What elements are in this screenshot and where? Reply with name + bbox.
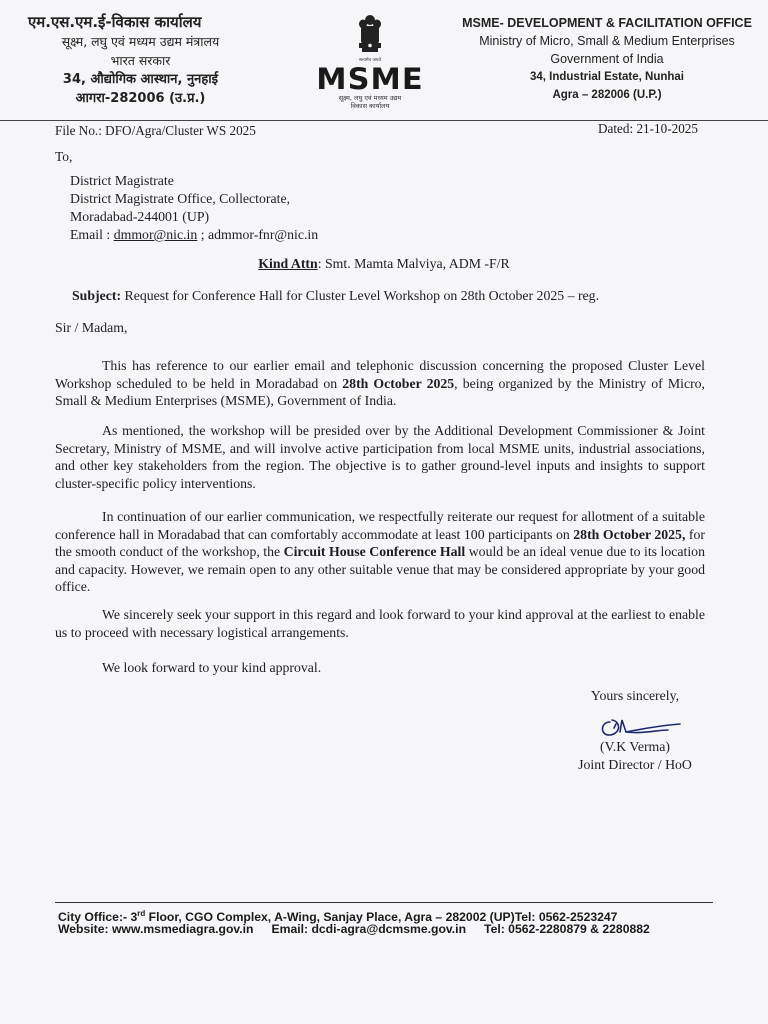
national-emblem-icon bbox=[353, 12, 387, 64]
msme-logo bbox=[310, 12, 430, 110]
recipient-office: District Magistrate Office, Collectorate, bbox=[70, 191, 291, 206]
office-city: Agra – 282006 (U.P.) bbox=[552, 89, 662, 101]
p3-text-e: would be an ideal venue due to its location and capacity. However, we remain open to any other suitable venue that may be considered appropriate by your good office. bbox=[55, 544, 705, 594]
signatory-name: (V.K Verma) bbox=[600, 739, 670, 754]
emblem-motto: सत्यमेव जयते bbox=[358, 58, 382, 63]
footer-office-b: Floor, CGO Complex, A-Wing, Sanjay Place, Agra – 282002 (UP)Tel: 0562-2523247 bbox=[145, 910, 618, 925]
email-label: Email : bbox=[70, 227, 114, 242]
recipient-email-line bbox=[70, 226, 318, 244]
body-paragraph-1 bbox=[55, 357, 705, 410]
footer-office-a: City Office:- 3 bbox=[58, 910, 138, 925]
file-number: File No.: DFO/Agra/Cluster WS 2025 bbox=[55, 123, 256, 138]
office-address: 34, Industrial Estate, Nunhai bbox=[529, 71, 684, 83]
attn-label: Kind Attn bbox=[258, 256, 318, 271]
letter-date: Dated: 21-10-2025 bbox=[598, 121, 698, 136]
body-paragraph-5: We look forward to your kind approval. bbox=[102, 660, 322, 675]
letterhead-english bbox=[462, 14, 752, 104]
attn-text: : Smt. Mamta Malviya, ADM -F/R bbox=[317, 256, 510, 271]
subject-line bbox=[72, 288, 599, 304]
letterhead-hindi bbox=[28, 12, 253, 108]
hindi-address: 34, औद्योगिक आस्थान, नुनहाई bbox=[62, 72, 219, 87]
p3-text-a: In continuation of our earlier communication, we respectfully reiterate our request for allotment of a suitable conference hall in Moradabad that can comfortably accommodate at least 100 participants on bbox=[55, 509, 705, 542]
hindi-ministry: सूक्ष्म, लघु एवं मध्यम उद्यम मंत्रालय bbox=[61, 34, 220, 49]
p1-text-c: , being organized by the Ministry of Micro, Small & Medium Enterprises (MSME), Government of India. bbox=[55, 375, 706, 408]
email-link-secondary[interactable]: admmor-fnr@nic.in bbox=[208, 227, 319, 242]
body-paragraph-3 bbox=[55, 508, 705, 596]
hindi-city: आगरा-282006 (उ.प्र.) bbox=[75, 91, 206, 106]
office-name: MSME- DEVELOPMENT & FACILITATION OFFICE bbox=[462, 16, 752, 30]
logo-subtitle-1: सूक्ष्म, लघु एवं मध्यम उद्यम bbox=[338, 94, 402, 102]
signatory-designation: Joint Director / HoO bbox=[578, 757, 692, 772]
logo-subtitle-2: विकास कार्यालय bbox=[350, 102, 390, 110]
p3-date-bold: 28th October 2025, bbox=[573, 526, 686, 542]
footer-office-sup: rd bbox=[137, 909, 146, 918]
footer-contacts bbox=[58, 921, 738, 937]
kind-attention bbox=[0, 256, 768, 272]
footer-website[interactable]: Website: www.msmediagra.gov.in bbox=[58, 922, 254, 936]
p3-venue-bold: Circuit House Conference Hall bbox=[283, 544, 466, 559]
p3-text-c: for the smooth conduct of the workshop, the bbox=[55, 526, 705, 559]
email-separator: ; bbox=[197, 227, 209, 242]
p1-text-a: This has reference to our earlier email and telephonic discussion concerning the proposed Cluster Level Workshop scheduled to be held in Moradabad on bbox=[55, 358, 705, 391]
handwritten-signature-icon bbox=[596, 708, 686, 740]
p1-date-bold: 28th October 2025 bbox=[342, 375, 455, 391]
hindi-government: भारत सरकार bbox=[110, 53, 171, 68]
subject-text: Request for Conference Hall for Cluster Level Workshop on 28th October 2025 – reg. bbox=[121, 288, 600, 303]
body-paragraph-2: As mentioned, the workshop will be presided over by the Additional Development Commissioner & Joint Secretary, Ministry of MSME, and will involve active participation from local MSME units, industrial associations, and other key stakeholders from the region. The objective is to gather ground-level inputs and insights to support cluster-specific policy interventions. bbox=[55, 423, 705, 491]
to-label: To, bbox=[55, 149, 73, 164]
government-name: Government of India bbox=[550, 52, 664, 66]
email-link-primary[interactable]: dmmor@nic.in bbox=[113, 227, 198, 242]
footer-email[interactable]: Email: dcdi-agra@dcmsme.gov.in bbox=[271, 922, 467, 936]
closing-phrase: Yours sincerely, bbox=[590, 688, 680, 703]
hindi-office-name: एम.एस.एम.ई-विकास कार्यालय bbox=[28, 13, 202, 31]
ministry-name: Ministry of Micro, Small & Medium Enterprises bbox=[479, 34, 735, 48]
salutation: Sir / Madam, bbox=[55, 320, 128, 335]
subject-label: Subject: bbox=[72, 288, 122, 303]
recipient-title: District Magistrate bbox=[70, 173, 174, 188]
body-paragraph-4: We sincerely seek your support in this regard and look forward to your kind approval at the earliest to enable us to proceed with necessary logistical arrangements. bbox=[55, 607, 705, 640]
recipient-city: Moradabad-244001 (UP) bbox=[70, 209, 210, 224]
recipient-address bbox=[70, 172, 318, 244]
msme-wordmark: MSME bbox=[307, 64, 433, 94]
footer-tel: Tel: 0562-2280879 & 2280882 bbox=[484, 922, 650, 936]
footer-divider bbox=[55, 902, 713, 903]
